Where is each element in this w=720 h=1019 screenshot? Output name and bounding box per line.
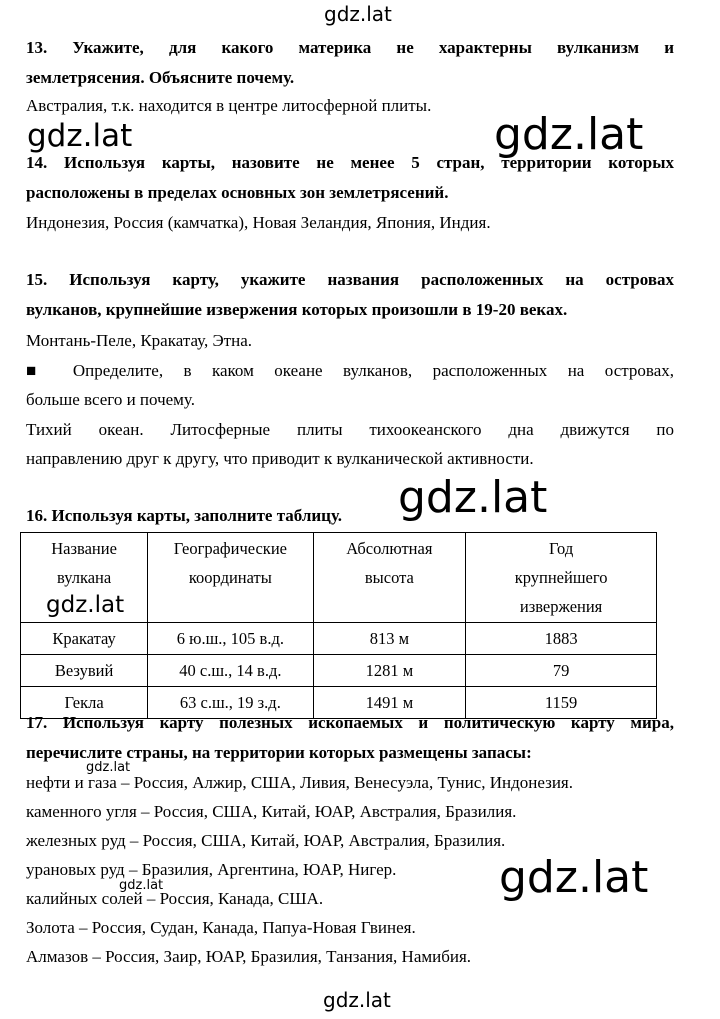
header-text: Название: [51, 539, 117, 558]
table-cell: 40 с.ш., 14 в.д.: [148, 655, 313, 687]
q15-title-line-1: 15. Используя карту, укажите названия расположенных на островах: [26, 270, 674, 289]
header-text: координаты: [188, 568, 272, 587]
q16-title: 16. Используя карты, заполните таблицу.: [26, 506, 343, 525]
volcano-table: [20, 532, 657, 719]
table-cell: 6 ю.ш., 105 в.д.: [148, 623, 313, 655]
table-cell: Гекла: [21, 687, 148, 719]
q17-item: урановых руд – Бразилия, Аргентина, ЮАР, Нигер.: [26, 860, 397, 879]
watermark: gdz.lat: [46, 592, 125, 618]
table-row: [21, 655, 657, 687]
watermark-top: gdz.lat: [324, 2, 392, 26]
table-row: [21, 623, 657, 655]
header-text: Географические: [173, 539, 287, 558]
header-text: извержения: [519, 597, 603, 616]
q14-answer: Индонезия, Россия (камчатка), Новая Зеландия, Япония, Индия.: [26, 213, 491, 232]
header-text: высота: [364, 568, 414, 587]
header-text: вулкана: [56, 568, 112, 587]
q17-title-line-2: перечислите страны, на территории которых размещены запасы:: [26, 743, 532, 762]
q17-item: Алмазов – Россия, Заир, ЮАР, Бразилия, Танзания, Намибия.: [26, 947, 472, 966]
q15-subtask-line-2: больше всего и почему.: [26, 390, 195, 409]
q17-title-line-1: 17. Используя карту полезных ископаемых и политическую карту мира,: [26, 713, 674, 732]
header-text: крупнейшего: [514, 568, 608, 587]
header-volcano-name: [21, 533, 148, 623]
table-cell: 813 м: [313, 623, 466, 655]
q17-item: калийных солей – Россия, Канада, США.: [26, 889, 324, 908]
q15-answer: Монтань-Пеле, Кракатау, Этна.: [26, 331, 252, 350]
q15-title-line-2: вулканов, крупнейшие извержения которых произошли в 19-20 веках.: [26, 300, 568, 319]
q15-subanswer-line-1: Тихий океан. Литосферные плиты тихоокеанского дна движутся по: [26, 420, 674, 439]
q13-title-line-1: 13. Укажите, для какого материка не характерны вулканизм и: [26, 38, 674, 57]
q14-title-line-1: 14. Используя карты, назовите не менее 5 стран, территории которых: [26, 153, 674, 172]
table-cell: 1281 м: [313, 655, 466, 687]
q17-item: нефти и газа – Россия, Алжир, США, Ливия, Венесуэла, Тунис, Индонезия.: [26, 773, 573, 792]
header-altitude: [313, 533, 466, 623]
table-cell: 1491 м: [313, 687, 466, 719]
header-eruption-year: [466, 533, 657, 623]
watermark-bottom: gdz.lat: [323, 988, 391, 1012]
q17-item: каменного угля – Россия, США, Китай, ЮАР, Австралия, Бразилия.: [26, 802, 517, 821]
table-cell: 79: [466, 655, 657, 687]
q17-item: Золота – Россия, Судан, Канада, Папуа-Новая Гвинея.: [26, 918, 416, 937]
watermark: gdz.lat: [86, 760, 131, 775]
watermark: gdz.lat: [27, 118, 133, 154]
q14-title-line-2: расположены в пределах основных зон землетрясений.: [26, 183, 449, 202]
q15-subanswer-line-2: направлению друг к другу, что приводит к вулканической активности.: [26, 449, 534, 468]
header-coordinates: [148, 533, 313, 623]
header-text: Абсолютная: [346, 539, 433, 558]
watermark: gdz.lat: [499, 852, 649, 903]
table-cell: 1159: [466, 687, 657, 719]
header-text: Год: [548, 539, 574, 558]
table-cell: Везувий: [21, 655, 148, 687]
q15-subtask-line-1: ■ Определите, в каком океане вулканов, расположенных на островах,: [26, 361, 674, 380]
table-cell: 63 с.ш., 19 з.д.: [148, 687, 313, 719]
q13-answer: Австралия, т.к. находится в центре литосферной плиты.: [26, 96, 432, 115]
table-cell: Кракатау: [21, 623, 148, 655]
watermark: gdz.lat: [119, 878, 164, 893]
watermark: gdz.lat: [494, 109, 644, 160]
q17-item: железных руд – Россия, США, Китай, ЮАР, Австралия, Бразилия.: [26, 831, 506, 850]
q13-title-line-2: землетрясения. Объясните почему.: [26, 68, 295, 87]
table-header-row: [21, 533, 657, 623]
watermark: gdz.lat: [398, 472, 548, 523]
table-cell: 1883: [466, 623, 657, 655]
